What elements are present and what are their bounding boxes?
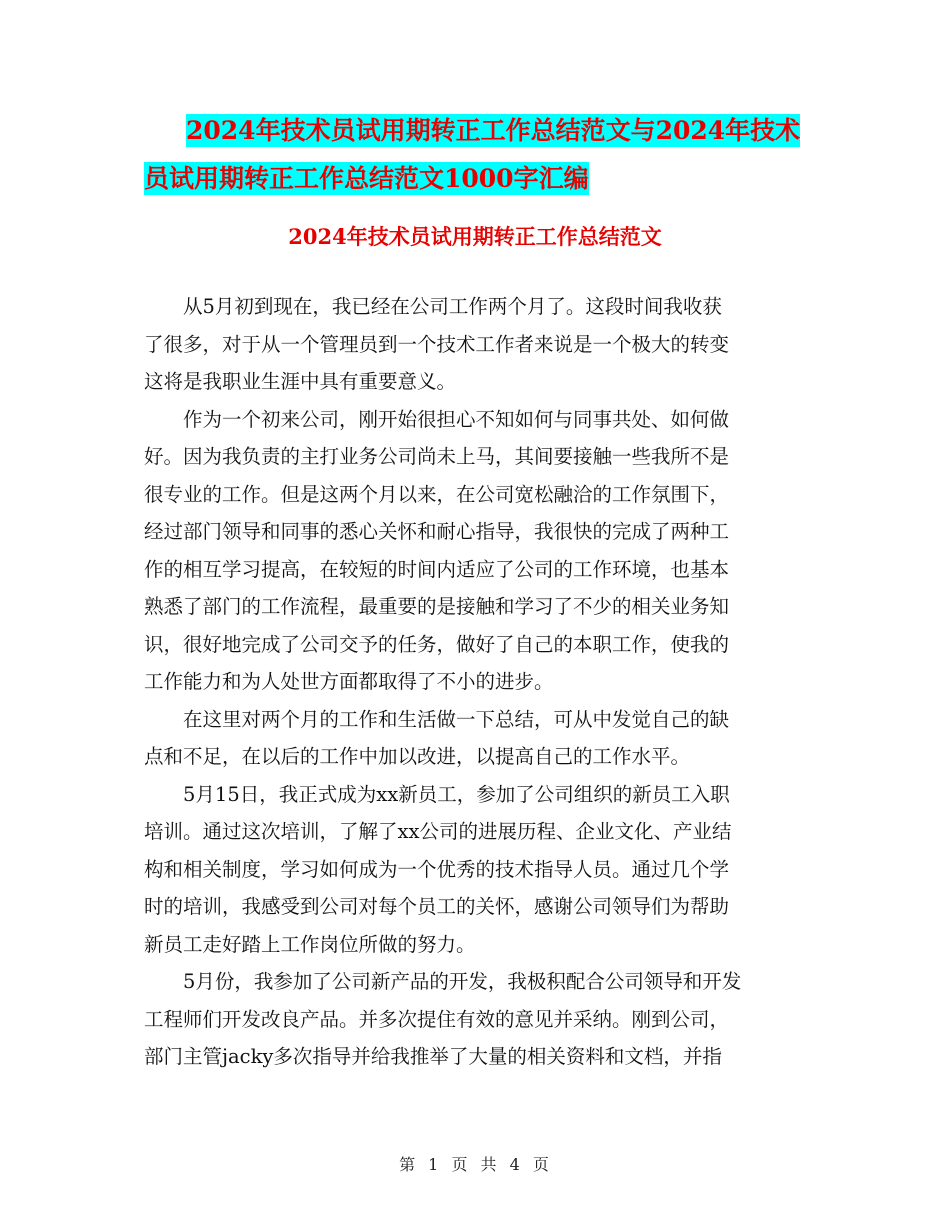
paragraph-5: 5月份，我参加了公司新产品的开发，我极积配合公司领导和开发 工程师们开发改良产品。并多次提住有效的意见并采纳。刚到公司， 部门主管jacky多次指导并给我推举了大量的相关资料和文档，并指: [144, 970, 742, 1068]
document-title: [0, 107, 950, 203]
paragraph-1: 从5月初到现在，我已经在公司工作两个月了。这段时间我收获 了很多，对于从一个管理员到一个技术工作者来说是一个极大的转变 这将是我职业生涯中具有重要意义。: [144, 295, 730, 393]
paragraph-3: 在这里对两个月的工作和生活做一下总结，可从中发觉自己的缺 点和不足，在以后的工作中加以改进，以提高自己的工作水平。: [144, 707, 730, 768]
title-line-1: [0, 107, 950, 155]
page-footer: 第 1 页 共 4 页: [399, 1155, 551, 1174]
title-line-2-text: 员试用期转正工作总结范文1000字汇编: [144, 164, 589, 193]
title-line-1-text: 2024年技术员试用期转正工作总结范文与2024年技术: [186, 116, 801, 145]
title-line-2: [0, 155, 950, 203]
paragraph-2: 作为一个初来公司，刚开始很担心不知如何与同事共处、如何做 好。因为我负责的主打业务公司尚未上马，其间要接触一些我所不是 很专业的工作。但是这两个月以来，在公司宽松融洽的工作氛围下， 经过部门领导和同事的悉心关怀和耐心指导，我很快的完成了两种工 作的相互学习提高，在较短的时间内适应了公司的工作环境，也基本 熟悉了部门的工作流程，最重要的是接触和学习了不少的相关业务知 识，很好地完成了公司交予的任务，做好了自己的本职工作，使我的 工作能力和为人处世方面都取得了不小的进步。: [144, 407, 730, 693]
document-body: [144, 288, 804, 1076]
paragraph-4: 5月15日，我正式成为xx新员工，参加了公司组织的新员工入职 培训。通过这次培训，了解了xx公司的进展历程、企业文化、产业结 构和相关制度，学习如何成为一个优秀的技术指导人员。通过几个学 时的培训，我感受到公司对每个员工的关怀，感谢公司领导们为帮助 新员工走好踏上工作岗位所做的努力。: [144, 782, 732, 956]
section-title: 2024年技术员试用期转正工作总结范文: [288, 224, 662, 249]
